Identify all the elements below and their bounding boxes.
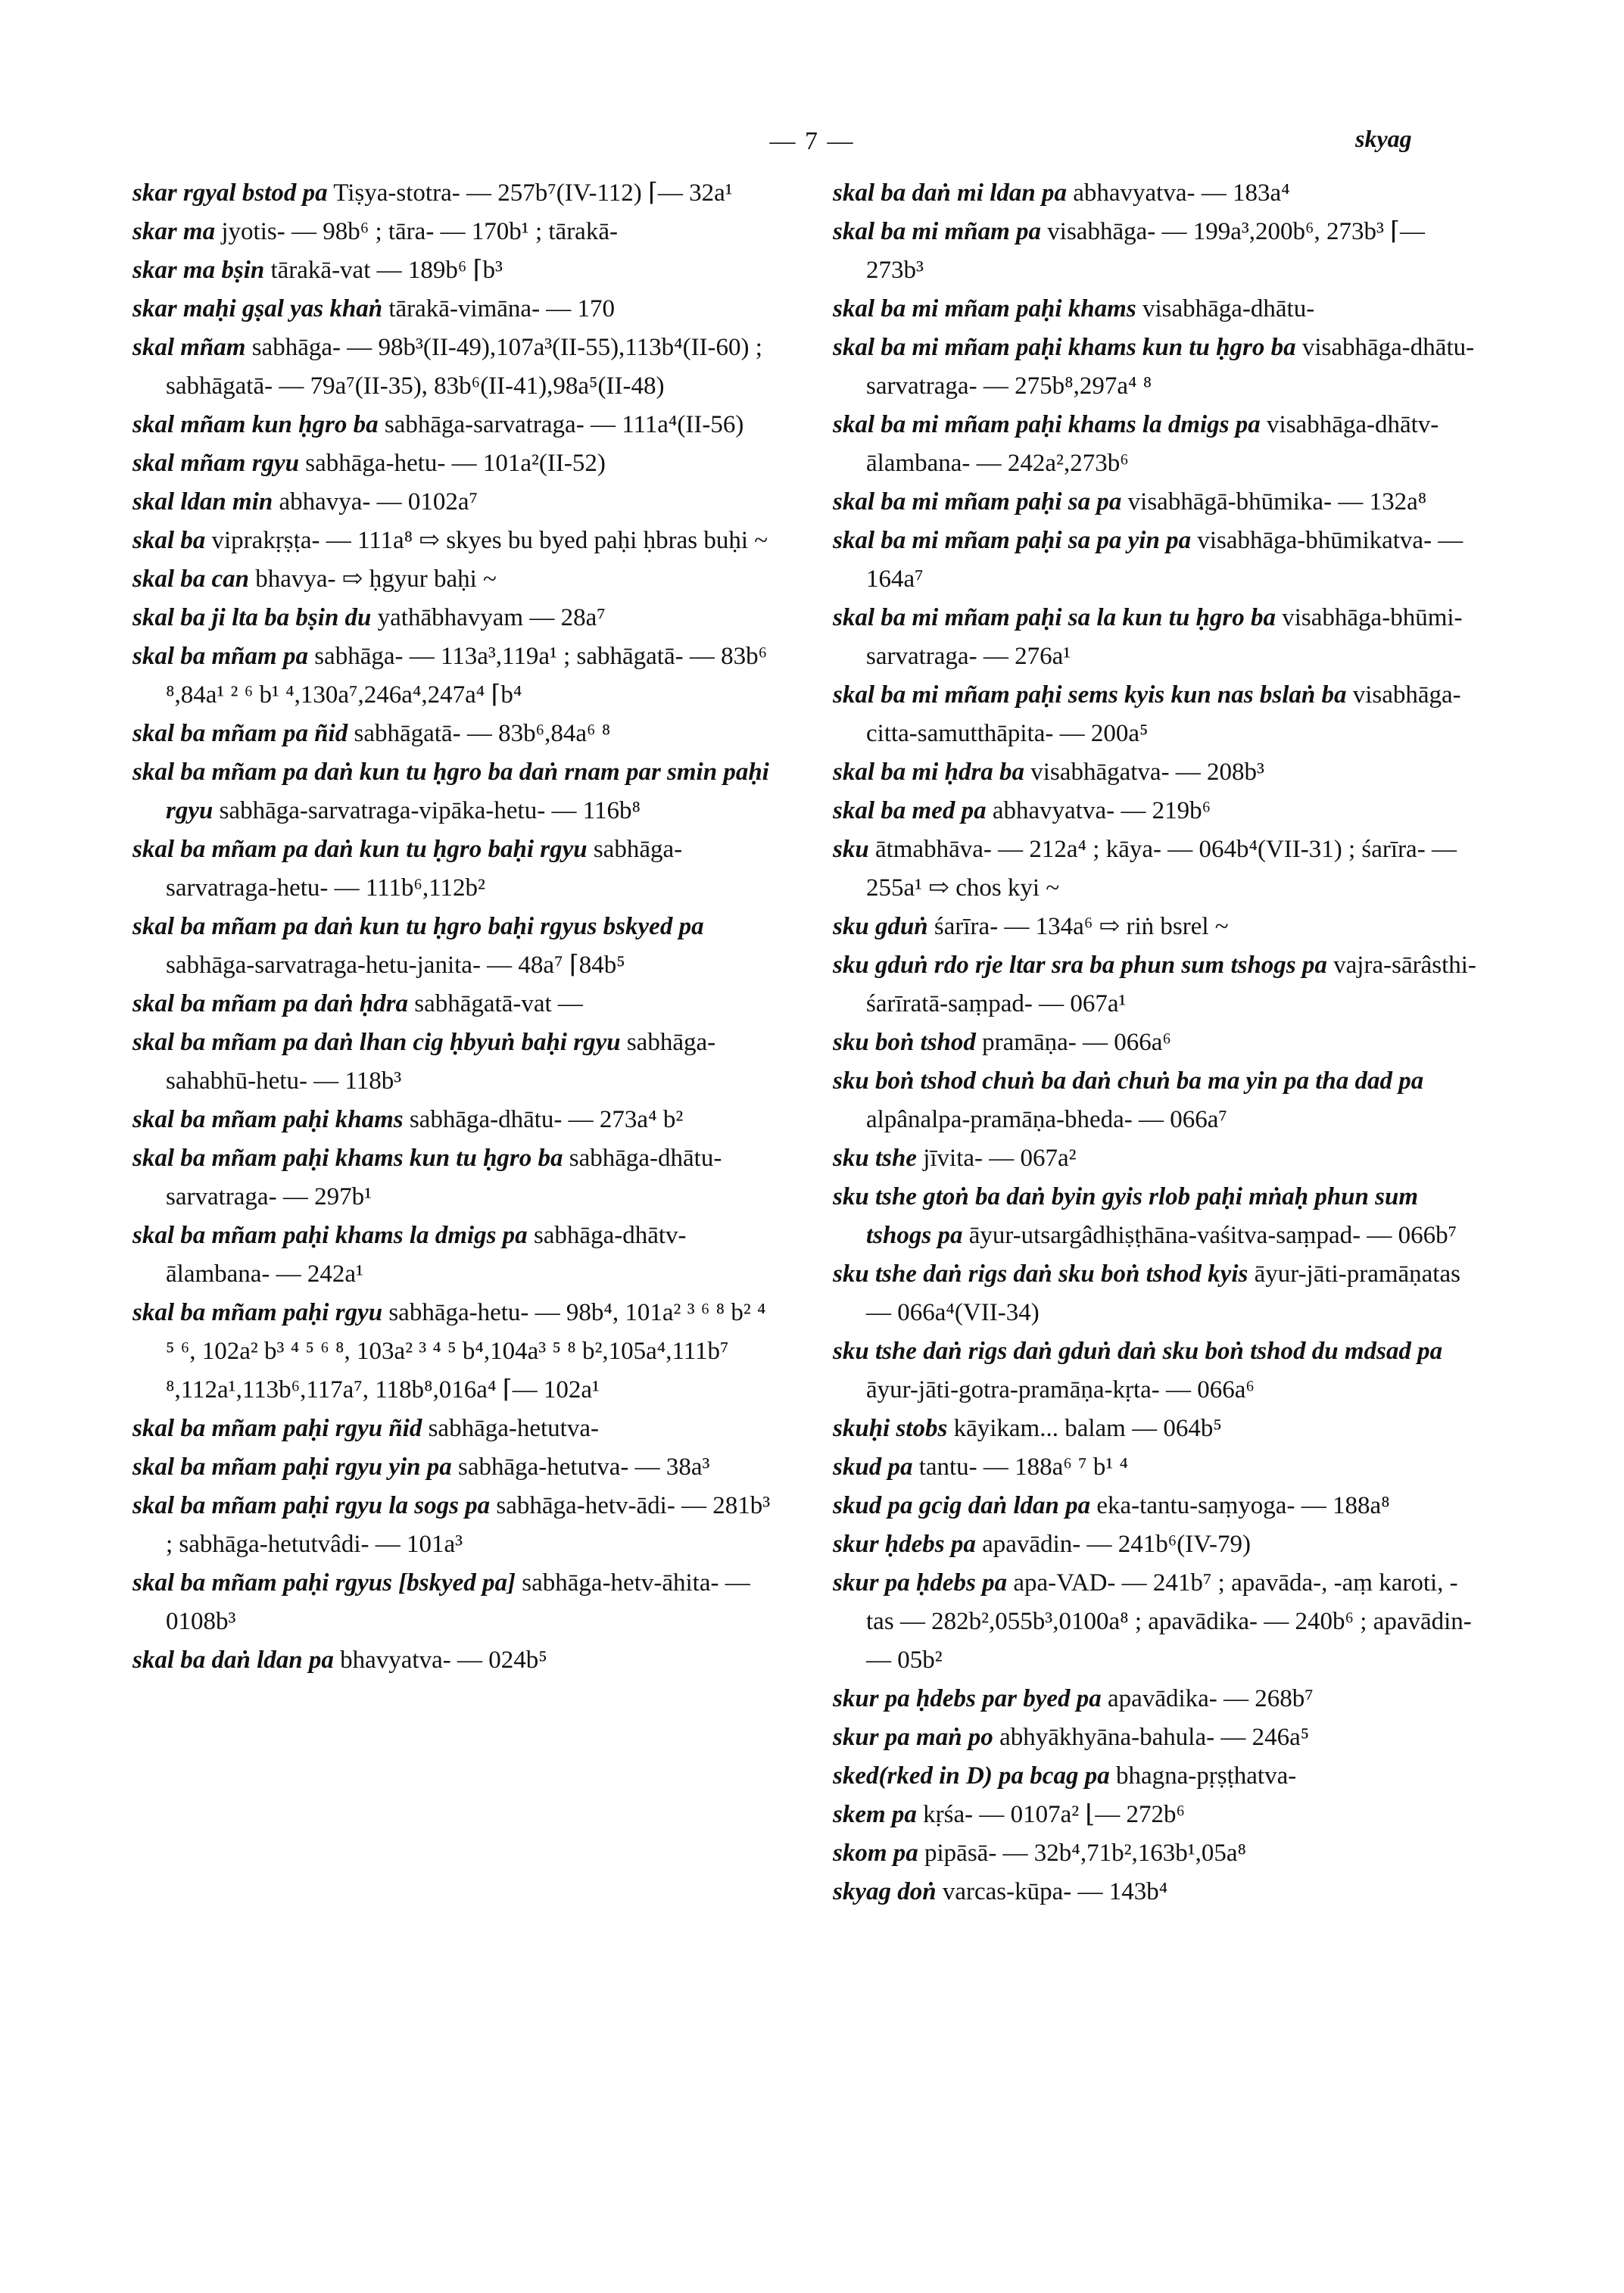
right-column: [833, 174, 1476, 1911]
entry-definition: sabhāga-hetv-ādi- — 281b³ ; sabhāga-hetutvâdi- — 101a³: [166, 1492, 771, 1558]
dictionary-entry: [132, 830, 776, 908]
entry-headword: skal ba mi mñam paḥi sa pa: [833, 488, 1122, 516]
dictionary-entry: [833, 290, 1476, 329]
entry-headword: skom pa: [833, 1840, 918, 1867]
entry-headword: sku gduṅ rdo rje ltar sra ba phun sum tshogs pa: [833, 952, 1327, 979]
dictionary-entry: [833, 1718, 1476, 1757]
dictionary-entry: [132, 637, 776, 715]
dictionary-entry: [833, 1757, 1476, 1796]
entry-definition: abhyākhyāna-bahula- — 246a⁵: [999, 1724, 1310, 1751]
entry-definition: abhavyatva- — 219b⁶: [992, 797, 1211, 824]
running-head: skyag: [1355, 125, 1412, 152]
entry-definition: sabhāga-dhātu-sarvatraga- — 297b¹: [166, 1145, 722, 1210]
entry-headword: skal ba mñam pa daṅ kun tu ḥgro ba daṅ rnam par smin paḥi rgyu: [132, 759, 769, 824]
entry-definition: pipāsā- — 32b⁴,71b²,163b¹,05a⁸: [924, 1840, 1247, 1867]
entry-definition: kāyikam... balam — 064b⁵: [953, 1415, 1222, 1442]
entry-definition: pramāṇa- — 066a⁶: [982, 1029, 1171, 1056]
entry-definition: āyur-jāti-pramāṇatas — 066a⁴(VII-34): [866, 1260, 1460, 1326]
entry-definition: tārakā-vimāna- — 170: [388, 295, 616, 322]
entry-definition: śarīra- — 134a⁶ ⇨ riṅ bsrel ~: [934, 913, 1229, 940]
entry-definition: apavādin- — 241b⁶(IV-79): [982, 1531, 1252, 1558]
dictionary-entry: [132, 444, 776, 483]
entry-headword: skar maḥi gṣal yas khaṅ: [132, 295, 383, 322]
entry-definition: abhavyatva- — 183a⁴: [1073, 179, 1290, 207]
entry-headword: skal ba: [132, 527, 206, 554]
dictionary-entry: [833, 1448, 1476, 1487]
entry-definition: alpânalpa-pramāṇa-bheda- — 066a⁷: [866, 1106, 1227, 1133]
entry-headword: skal ba mñam pa daṅ ḥdra: [132, 990, 408, 1017]
entry-headword: skur pa maṅ po: [833, 1724, 993, 1751]
entry-definition: abhavya- — 0102a⁷: [279, 488, 478, 516]
entry-headword: sku: [833, 836, 869, 863]
entry-definition: sabhāga-hetu- — 101a²(II-52): [305, 450, 606, 477]
entry-definition: āyur-utsargâdhiṣṭhāna-vaśitva-saṃpad- — 066b⁷: [968, 1222, 1457, 1249]
entry-definition: sabhāgatā- — 83b⁶,84a⁶ ⁸: [354, 720, 611, 747]
entry-headword: skal ba mñam paḥi khams la dmigs pa: [132, 1222, 528, 1249]
dictionary-entry: [833, 830, 1476, 908]
dictionary-entry: [132, 290, 776, 329]
dictionary-entry: [132, 1564, 776, 1641]
entry-headword: skal ba mi mñam paḥi sa la kun tu ḥgro ba: [833, 604, 1276, 631]
dictionary-entry: [132, 715, 776, 753]
entry-headword: sku tshe daṅ rigs daṅ sku boṅ tshod kyis: [833, 1260, 1248, 1288]
entry-headword: skal ba mñam pa ñid: [132, 720, 348, 747]
entry-definition: sabhāga-hetv-āhita- — 0108b³: [166, 1569, 750, 1635]
entry-headword: skal ba mi mñam paḥi sa pa yin pa: [833, 527, 1192, 554]
entry-definition: sabhāga-hetu- — 98b⁴, 101a² ³ ⁶ ⁸ b² ⁴ ⁵ ⁶, 102a² b³ ⁴ ⁵ ⁶ ⁸, 103a² ³ ⁴ ⁵ b⁴,104a³ ⁵ ⁸ b²,105a⁴,111b⁷ ⁸,112a¹,113b⁶,117a⁷, 118b⁸,016a⁴ ⌈— 102a¹: [166, 1299, 766, 1404]
entry-definition: visabhāga-bhūmikatva- — 164a⁷: [866, 527, 1463, 593]
entry-headword: skal mñam rgyu: [132, 450, 300, 477]
entry-headword: skyag doṅ: [833, 1878, 937, 1905]
entry-headword: skar ma bṣin: [132, 257, 265, 284]
dictionary-entry: [132, 1641, 776, 1680]
dictionary-entry: [833, 1873, 1476, 1911]
entry-headword: skur pa ḥdebs pa: [833, 1569, 1008, 1597]
dictionary-entry: [833, 676, 1476, 753]
entry-definition: sabhāga- — 98b³(II-49),107a³(II-55),113b⁴(II-60) ; sabhāgatā- — 79a⁷(II-35), 83b⁶(II-41),98a⁵(II-48): [166, 334, 762, 400]
entry-headword: sku boṅ tshod: [833, 1029, 976, 1056]
dictionary-entry: [132, 213, 776, 251]
entry-definition: visabhāgā-bhūmika- — 132a⁸: [1127, 488, 1427, 516]
dictionary-entry: [833, 483, 1476, 522]
entry-definition: sabhāga-hetutva-: [428, 1415, 599, 1442]
entry-headword: skal ba mi mñam paḥi khams la dmigs pa: [833, 411, 1261, 438]
entry-definition: tantu- — 188a⁶ ⁷ b¹ ⁴: [918, 1453, 1128, 1481]
entry-definition: sabhāga-sarvatraga- — 111a⁴(II-56): [384, 411, 744, 438]
entry-headword: skur pa ḥdebs par byed pa: [833, 1685, 1102, 1712]
dictionary-entry: [833, 1062, 1476, 1139]
entry-definition: āyur-jāti-gotra-pramāṇa-kṛta- — 066a⁶: [866, 1376, 1255, 1404]
dictionary-entry: [833, 213, 1476, 290]
entry-definition: Tiṣya-stotra- — 257b⁷(IV-112) ⌈— 32a¹: [333, 179, 733, 207]
entry-definition: apavādika- — 268b⁷: [1108, 1685, 1314, 1712]
dictionary-entry: [132, 1294, 776, 1410]
entry-headword: sku tshe: [833, 1145, 917, 1172]
entry-definition: vajra-sārâsthi-śarīratā-saṃpad- — 067a¹: [866, 952, 1476, 1017]
entry-definition: sabhāga-hetutva- — 38a³: [457, 1453, 710, 1481]
dictionary-entry: [132, 560, 776, 599]
entry-headword: skal ba mi ḥdra ba: [833, 759, 1025, 786]
entry-definition: kṛśa- — 0107a² ⌊— 272b⁶: [923, 1801, 1186, 1828]
dictionary-entry: [833, 1680, 1476, 1718]
entry-headword: skal ba mñam paḥi khams kun tu ḥgro ba: [132, 1145, 563, 1172]
entry-headword: skal ba daṅ mi ldan pa: [833, 179, 1067, 207]
dictionary-entry: [833, 792, 1476, 830]
entry-headword: skur ḥdebs pa: [833, 1531, 976, 1558]
entry-definition: visabhāgatva- — 208b³: [1030, 759, 1264, 786]
dictionary-entry: [833, 946, 1476, 1023]
entry-headword: skal ba mñam pa daṅ kun tu ḥgro baḥi rgyus bskyed pa: [132, 913, 704, 940]
entry-definition: visabhāga-dhātu-: [1142, 295, 1315, 322]
entry-headword: skal ba mi mñam paḥi sems kyis kun nas bslaṅ ba: [833, 681, 1347, 709]
entry-headword: skar ma: [132, 218, 216, 245]
dictionary-entry: [132, 1448, 776, 1487]
dictionary-entry: [132, 908, 776, 985]
entry-headword: skal ba mñam paḥi rgyu yin pa: [132, 1453, 452, 1481]
entry-definition: bhavya- ⇨ ḥgyur baḥi ~: [255, 565, 497, 593]
dictionary-entry: [132, 1023, 776, 1101]
dictionary-entry: [132, 1487, 776, 1564]
dictionary-entry: [833, 174, 1476, 213]
entry-headword: skal ba mñam paḥi rgyu ñid: [132, 1415, 422, 1442]
entry-headword: skal ba mi mñam paḥi khams kun tu ḥgro ba: [833, 334, 1296, 361]
dictionary-entry: [833, 1023, 1476, 1062]
entry-headword: skuḥi stobs: [833, 1415, 948, 1442]
entry-headword: skal mñam: [132, 334, 246, 361]
entry-definition: bhagna-pṛṣṭhatva-: [1115, 1762, 1297, 1790]
dictionary-entry: [833, 1796, 1476, 1834]
entry-headword: skal ba mi mñam pa: [833, 218, 1042, 245]
dictionary-entry: [132, 174, 776, 213]
dictionary-entry: [833, 1139, 1476, 1178]
entry-definition: sabhāga-dhātv-ālambana- — 242a¹: [166, 1222, 687, 1288]
dictionary-entry: [132, 985, 776, 1023]
entry-headword: skal ba mñam paḥi khams: [132, 1106, 404, 1133]
dictionary-entry: [132, 406, 776, 444]
page-number: — 7 —: [769, 127, 855, 155]
entry-definition: sabhāga-sahabhū-hetu- — 118b³: [166, 1029, 716, 1095]
entry-headword: sku boṅ tshod chuṅ ba daṅ chuṅ ba ma yin pa tha dad pa: [833, 1067, 1424, 1095]
entry-definition: visabhāga- — 199a³,200b⁶, 273b³ ⌈— 273b³: [866, 218, 1426, 284]
entry-headword: skal mñam kun ḥgro ba: [132, 411, 379, 438]
entry-definition: sabhāga-sarvatraga-hetu- — 111b⁶,112b²: [166, 836, 683, 902]
dictionary-entry: [833, 1255, 1476, 1332]
dictionary-entry: [132, 522, 776, 560]
dictionary-entry: [833, 1410, 1476, 1448]
entry-definition: sabhāga-sarvatraga-hetu-janita- — 48a⁷ ⌈84b⁵: [166, 952, 625, 979]
dictionary-entry: [833, 1525, 1476, 1564]
entry-headword: skud pa: [833, 1453, 913, 1481]
entry-headword: skal ba mñam paḥi rgyu: [132, 1299, 383, 1326]
entry-headword: skal ldan min: [132, 488, 273, 516]
entry-headword: skal ba mi mñam paḥi khams: [833, 295, 1136, 322]
dictionary-entry: [132, 599, 776, 637]
entry-headword: skal ba mñam pa daṅ kun tu ḥgro baḥi rgyu: [132, 836, 588, 863]
entry-definition: visabhāga-bhūmi-sarvatraga- — 276a¹: [866, 604, 1463, 670]
dictionary-entry: [132, 329, 776, 406]
entry-definition: sabhāgatā-vat —: [414, 990, 583, 1017]
entry-headword: skal ba can: [132, 565, 250, 593]
entry-headword: skal ba mñam paḥi rgyu la sogs pa: [132, 1492, 491, 1519]
dictionary-entry: [833, 753, 1476, 792]
entry-definition: yathābhavyam — 28a⁷: [377, 604, 606, 631]
entry-headword: skud pa gcig daṅ ldan pa: [833, 1492, 1091, 1519]
entry-headword: sked(rked in D) pa bcag pa: [833, 1762, 1110, 1790]
dictionary-entry: [833, 1834, 1476, 1873]
dictionary-entry: [833, 1487, 1476, 1525]
entry-definition: viprakṛṣṭa- — 111a⁸ ⇨ skyes bu byed paḥi ḥbras buḥi ~: [211, 527, 768, 554]
dictionary-entry: [833, 1178, 1476, 1255]
entry-definition: sabhāga- — 113a³,119a¹ ; sabhāgatā- — 83b⁶ ⁸,84a¹ ² ⁶ b¹ ⁴,130a⁷,246a⁴,247a⁴ ⌈b⁴: [166, 643, 768, 709]
entry-definition: jīvita- — 067a²: [923, 1145, 1077, 1172]
entry-definition: tārakā-vat — 189b⁶ ⌈b³: [270, 257, 503, 284]
entry-definition: bhavyatva- — 024b⁵: [340, 1647, 547, 1674]
entry-headword: skal ba mñam pa: [132, 643, 308, 670]
entry-definition: varcas-kūpa- — 143b⁴: [942, 1878, 1168, 1905]
entry-definition: visabhāga-dhātv-ālambana- — 242a²,273b⁶: [866, 411, 1439, 477]
entry-headword: skal ba daṅ ldan pa: [132, 1647, 334, 1674]
entry-definition: apa-VAD- — 241b⁷ ; apavāda-, -aṃ karoti, -tas — 282b²,055b³,0100a⁸ ; apavādika- — 240b⁶ ; apavādin- — 05b²: [866, 1569, 1472, 1674]
entry-headword: skem pa: [833, 1801, 917, 1828]
entry-definition: eka-tantu-saṃyoga- — 188a⁸: [1096, 1492, 1390, 1519]
dictionary-entry: [132, 251, 776, 290]
dictionary-entry: [833, 599, 1476, 676]
dictionary-entry: [833, 522, 1476, 599]
entry-headword: sku gduṅ: [833, 913, 928, 940]
entry-headword: skal ba mñam pa daṅ lhan cig ḥbyuṅ baḥi rgyu: [132, 1029, 621, 1056]
entry-definition: sabhāga-dhātu- — 273a⁴ b²: [409, 1106, 684, 1133]
dictionary-entry: [833, 1332, 1476, 1410]
dictionary-entry: [132, 1217, 776, 1294]
dictionary-entry: [132, 753, 776, 830]
entry-headword: skal ba ji lta ba bṣin du: [132, 604, 372, 631]
entry-headword: sku tshe gtoṅ ba daṅ byin gyis rlob paḥi mṅaḥ phun sum tshogs pa: [833, 1183, 1418, 1249]
entry-definition: jyotis- — 98b⁶ ; tāra- — 170b¹ ; tārakā-: [221, 218, 618, 245]
dictionary-entry: [833, 1564, 1476, 1680]
dictionary-entry: [833, 908, 1476, 946]
entry-headword: sku tshe daṅ rigs daṅ gduṅ daṅ sku boṅ tshod du mdsad pa: [833, 1338, 1443, 1365]
dictionary-entry: [132, 1139, 776, 1217]
entry-headword: skal ba mñam paḥi rgyus [bskyed pa]: [132, 1569, 516, 1597]
left-column: [132, 174, 776, 1680]
entry-headword: skal ba med pa: [833, 797, 987, 824]
entry-headword: skar rgyal bstod pa: [132, 179, 328, 207]
dictionary-entry: [833, 406, 1476, 483]
entry-definition: sabhāga-sarvatraga-vipāka-hetu- — 116b⁸: [219, 797, 641, 824]
dictionary-entry: [132, 483, 776, 522]
entry-definition: visabhāga-citta-samutthāpita- — 200a⁵: [866, 681, 1461, 747]
dictionary-entry: [132, 1410, 776, 1448]
entry-definition: visabhāga-dhātu-sarvatraga- — 275b⁸,297a⁴ ⁸: [866, 334, 1475, 400]
entry-definition: ātmabhāva- — 212a⁴ ; kāya- — 064b⁴(VII-31) ; śarīra- — 255a¹ ⇨ chos kyi ~: [866, 836, 1457, 902]
dictionary-entry: [833, 329, 1476, 406]
dictionary-entry: [132, 1101, 776, 1139]
